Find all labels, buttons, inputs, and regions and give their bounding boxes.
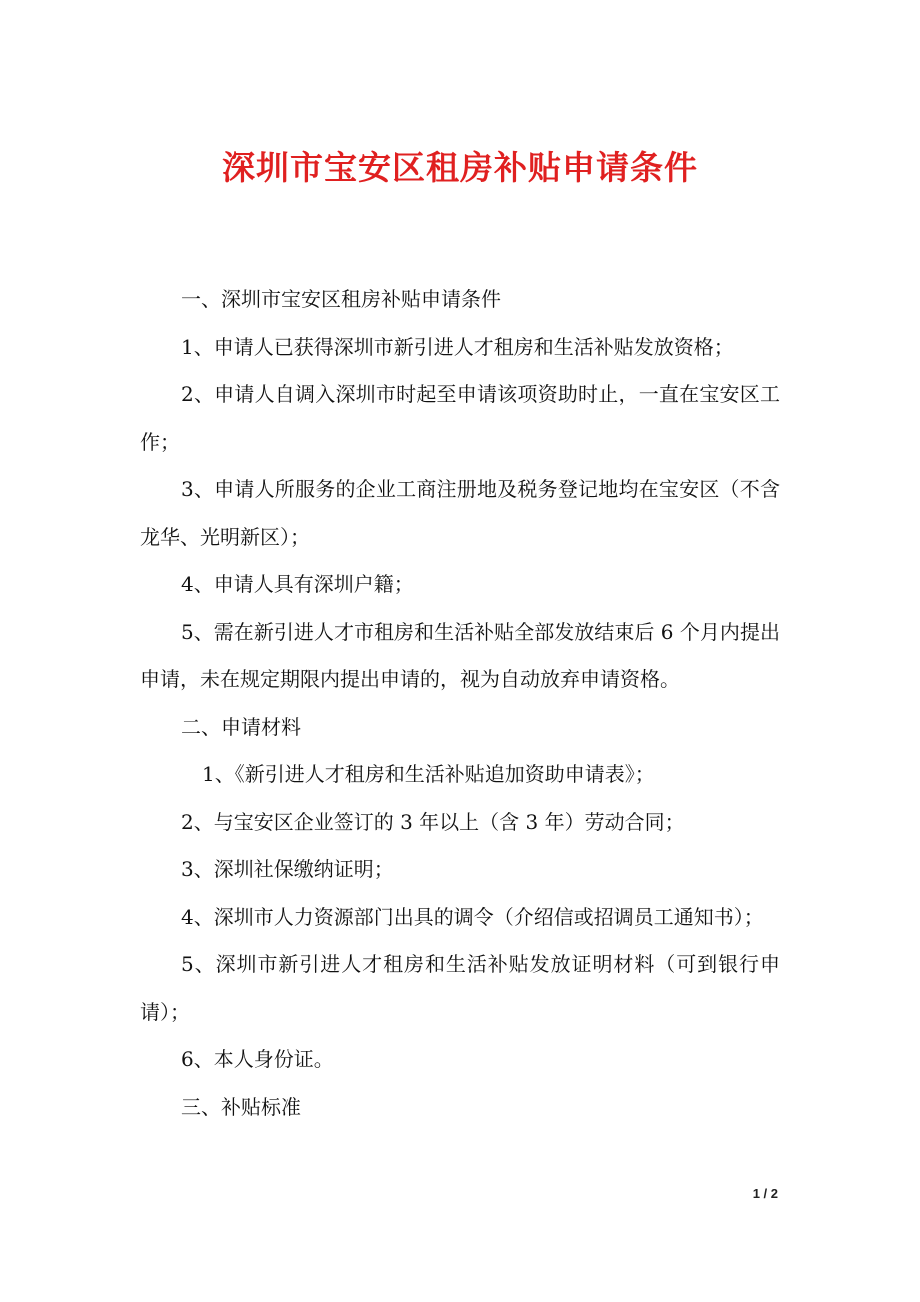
material-item-5: 5、深圳市新引进人才租房和生活补贴发放证明材料（可到银行申请）； — [140, 952, 780, 1024]
material-item-1: 1、《新引进人才租房和生活补贴追加资助申请表》； — [202, 762, 655, 786]
condition-item-5: 5、需在新引进人才市租房和生活补贴全部发放结束后 6 个月内提出申请，未在规定期限内提出申请的，视为自动放弃申请资格。 — [140, 619, 780, 691]
document-title: 深圳市宝安区租房补贴申请条件 — [222, 148, 698, 187]
document-body — [140, 276, 780, 1131]
condition-item-2: 2、申请人自调入深圳市时起至申请该项资助时止，一直在宝安区工作； — [140, 382, 780, 454]
section-heading-1: 一、深圳市宝安区租房补贴申请条件 — [181, 287, 501, 311]
condition-item-3: 3、申请人所服务的企业工商注册地及税务登记地均在宝安区（不含龙华、光明新区）； — [140, 477, 780, 549]
condition-item-4: 4、申请人具有深圳户籍； — [181, 572, 414, 596]
section-heading-3: 三、补贴标准 — [181, 1094, 301, 1119]
section-heading-2: 二、申请材料 — [181, 714, 301, 739]
material-item-4: 4、深圳市人力资源部门出具的调令（介绍信或招调员工通知书）； — [181, 904, 764, 929]
material-item-6: 6、本人身份证。 — [181, 1047, 334, 1071]
page-number: 1 / 2 — [752, 1186, 778, 1201]
material-item-2: 2、与宝安区企业签订的 3 年以上（含 3 年）劳动合同； — [181, 809, 685, 834]
material-item-3: 3、深圳社保缴纳证明； — [181, 857, 394, 881]
condition-item-1: 1、申请人已获得深圳市新引进人才租房和生活补贴发放资格； — [181, 334, 734, 359]
